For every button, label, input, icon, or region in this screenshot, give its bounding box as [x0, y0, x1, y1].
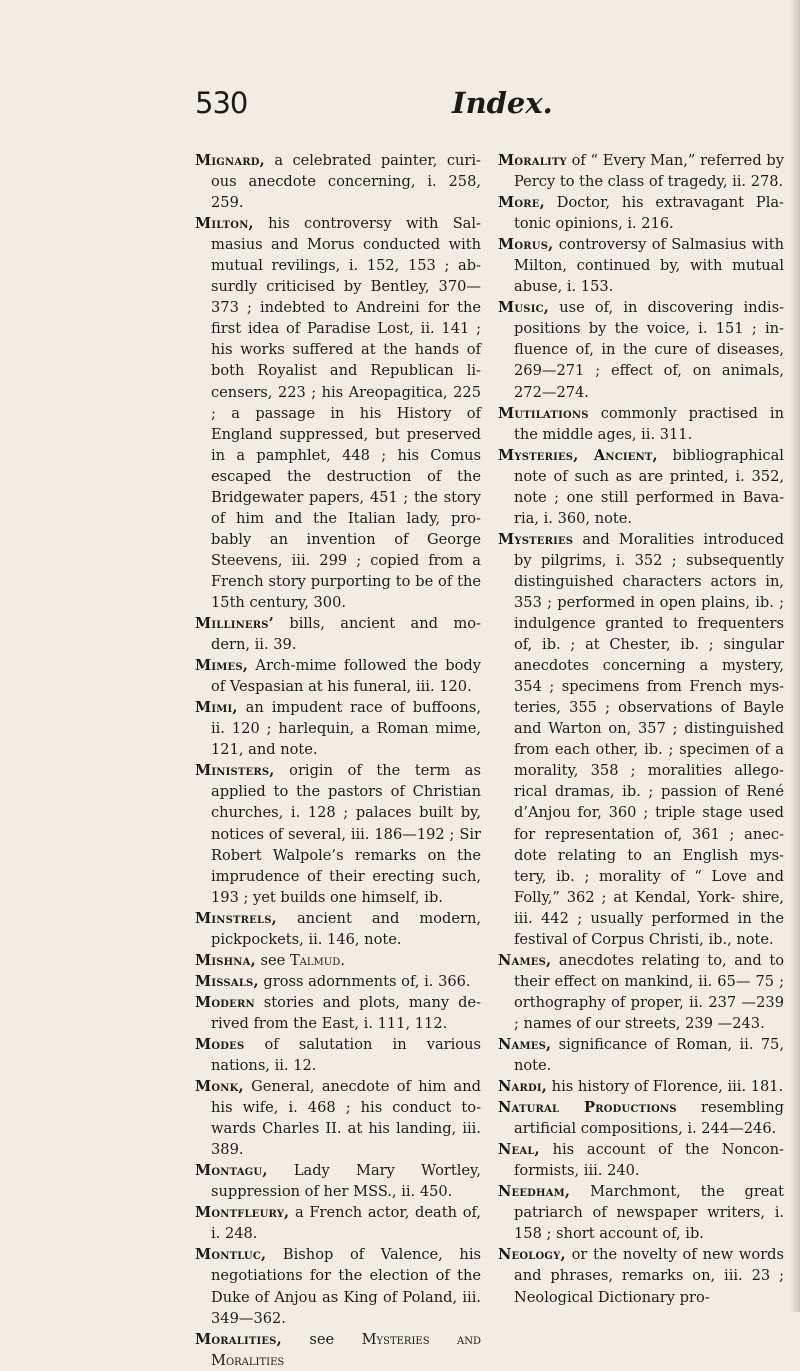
entry-text: and Moralities introduced by pilgrims, i. 352 ; subsequently distinguished characters actors in, 353 ; performed in open plains, ib. ; indulgence granted to frequenters of, ib. ; at Chester, ib. ; singular anecdotes concerning a mystery, 354 ; specimens from French mys- teries, 355 ; observations of Bayle and Warton on, 357 ; distinguished from each other, ib. ; specimen of a morality, 358 ; moralities allego- rical dramas, ib. ; passion of René d’Anjou for, 360 ; triple stage used for representation of, 361 ; anec- dote relating to an English mys- tery, ib. ; morality of “ Love and Folly,” 362 ; at Kendal, York- shire, iii. 442 ; usually performed in the festival of Corpus Christi, ib., note.: [514, 530, 784, 948]
entry-text: bills, ancient and mo- dern, ii. 39.: [211, 615, 481, 654]
entry-text: gross adornments of, i. 366.: [258, 972, 471, 990]
entry-text: a French actor, death of, i. 248.: [211, 1204, 481, 1243]
index-column-left: [195, 150, 481, 1371]
index-entry: [498, 1076, 784, 1097]
index-entry: [195, 908, 481, 950]
index-entry: [195, 1202, 481, 1244]
index-entry: [498, 234, 784, 297]
entry-heading: Mimes,: [195, 657, 249, 675]
index-entry: [195, 213, 481, 613]
index-entry: [498, 1139, 784, 1181]
entry-text: see: [281, 1330, 362, 1348]
index-entry: [498, 150, 784, 192]
cross-reference: Mysteries and Moralities: [211, 1330, 481, 1369]
entry-heading: Missals,: [195, 972, 259, 990]
entry-heading: Nardi,: [498, 1078, 548, 1096]
entry-heading: Mysteries: [498, 530, 574, 548]
entry-heading: Neology,: [498, 1246, 566, 1264]
entry-text: resembling artificial compositions, i. 244—246.: [514, 1099, 784, 1138]
entry-text: stories and plots, many de- rived from the East, i. 111, 112.: [211, 993, 481, 1032]
index-entry: [195, 1244, 481, 1328]
entry-text: origin of the term as applied to the pastors of Christian churches, i. 128 ; palaces built by, notices of several, iii. 186—192 ; Sir Robert Walpole’s remarks on the imprudence of their erecting such, 193 ; yet builds one himself, ib.: [211, 762, 481, 906]
entry-text: see: [255, 951, 290, 969]
index-entry: [195, 1076, 481, 1160]
entry-heading: Montagu,: [195, 1162, 268, 1180]
entry-text: use of, in discovering indis- positions by the voice, i. 151 ; in- fluence of, in the cure of diseases, 269—271 ; effect of, on animals, 272—274.: [514, 299, 784, 401]
page-header: [0, 86, 800, 126]
entry-heading: Mysteries, Ancient,: [498, 446, 658, 464]
entry-heading: Milton,: [195, 215, 254, 233]
entry-heading: Ministers,: [195, 762, 275, 780]
entry-text: significance of Roman, ii. 75, note.: [514, 1035, 784, 1075]
entry-heading: Morus,: [498, 236, 554, 254]
entry-text: General, anecdote of him and his wife, i. 468 ; his conduct to- wards Charles II. at his landing, iii. 389.: [211, 1078, 481, 1159]
entry-text: anecdotes relating to, and to their effect on mankind, ii. 65— 75 ; orthography of proper, ii. 237 —239 ; names of our streets, 239 —243.: [514, 951, 784, 1032]
entry-heading: Needham,: [498, 1183, 571, 1201]
entry-heading: Names,: [498, 951, 552, 969]
index-entry: [498, 1034, 784, 1076]
entry-text: his history of Florence, iii. 181.: [547, 1078, 784, 1096]
entry-heading: Monk,: [195, 1078, 244, 1096]
entry-heading: Modes: [195, 1035, 245, 1053]
entry-text: Arch-mime followed the body of Vespasian at his funeral, iii. 120.: [211, 657, 481, 696]
entry-heading: Mishna,: [195, 951, 256, 969]
entry-heading: Natural Productions: [498, 1099, 677, 1117]
page-title: Index.: [452, 86, 553, 120]
index-entry: [498, 1244, 784, 1307]
index-entry: [195, 613, 481, 655]
page-number: 530: [195, 86, 248, 120]
index-entry: [498, 1097, 784, 1139]
entry-text: ancient and modern, pickpockets, ii. 146, note.: [211, 909, 481, 948]
index-entry: [195, 992, 481, 1034]
index-entry: [498, 192, 784, 234]
entry-text: his controversy with Sal- masius and Morus conducted with mutual revilings, i. 152, 153 ; ab- surdly criticised by Bentley, 370— 373 ; indebted to Andreini for the first idea of Paradise Lost, ii. 141 ; his works suffered at the hands of both Royalist and Republican li- censers, 223 ; his Areopagitica, 225 ; a passage in his History of England suppressed, but preserved in a pamphlet, 448 ; his Comus escaped the destruction of the Bridgewater papers, 451 ; the story of him and the Italian lady, pro- bably an invention of George Steevens, iii. 299 ; copied from a French story purporting to be of the 15th century, 300.: [211, 215, 481, 611]
index-entry: [498, 529, 784, 950]
entry-text: a celebrated painter, curi- ous anecdote concerning, i. 258, 259.: [211, 152, 481, 212]
index-entry: [195, 1160, 481, 1202]
entry-heading: Minstrels,: [195, 909, 277, 927]
entry-text: his account of the Noncon- formists, iii. 240.: [514, 1141, 784, 1180]
index-entry: [195, 1329, 481, 1371]
page-edge-shadow: [790, 0, 800, 1312]
index-entry: [498, 1181, 784, 1244]
entry-heading: Modern: [195, 993, 255, 1011]
entry-heading: Names,: [498, 1035, 552, 1053]
index-entry: [498, 297, 784, 402]
index-column-right: [498, 150, 784, 1308]
index-entry: [498, 403, 784, 445]
index-entry: [195, 655, 481, 697]
entry-heading: Morality: [498, 152, 567, 169]
index-entry: [195, 150, 481, 213]
index-entry: [498, 445, 784, 529]
entry-heading: Neal,: [498, 1141, 540, 1159]
entry-heading: Montfleury,: [195, 1204, 290, 1222]
entry-heading: Montluc,: [195, 1246, 267, 1264]
entry-text: or the novelty of new words and phrases, remarks on, iii. 23 ; Neological Dictionary pro-: [514, 1246, 784, 1306]
entry-text: of “ Every Man,” referred by Percy to the class of tragedy, ii. 278.: [514, 152, 784, 191]
entry-text: bibliographical note of such as are printed, i. 352, note ; one still performed in Bava- ria, i. 360, note.: [514, 446, 784, 527]
entry-heading: More,: [498, 194, 545, 212]
entry-text: Bishop of Valence, his negotiations for the election of the Duke of Anjou as King of Poland, iii. 349—362.: [211, 1246, 481, 1327]
entry-text: Marchmont, the great patriarch of newspaper writers, i. 158 ; short account of, ib.: [514, 1183, 784, 1243]
index-entry: [195, 1034, 481, 1076]
entry-heading: Milliners’: [195, 615, 274, 633]
entry-text: an impudent race of buffoons, ii. 120 ; harlequin, a Roman mime, 121, and note.: [211, 699, 481, 759]
entry-text: controversy of Salmasius with Milton, continued by, with mutual abuse, i. 153.: [514, 236, 784, 296]
entry-heading: Mignard,: [195, 152, 265, 169]
entry-text: Doctor, his extravagant Pla- tonic opinions, i. 216.: [514, 194, 784, 233]
entry-text: Lady Mary Wortley, suppression of her MSS., ii. 450.: [211, 1162, 481, 1201]
entry-heading: Music,: [498, 299, 550, 317]
entry-heading: Mimi,: [195, 699, 238, 717]
entry-text: of salutation in various nations, ii. 12.: [211, 1035, 481, 1075]
index-entry: [498, 950, 784, 1034]
index-entry: [195, 971, 481, 992]
entry-heading: Mutilations: [498, 404, 589, 422]
index-entry: [195, 697, 481, 760]
entry-heading: Moralities,: [195, 1330, 282, 1348]
cross-reference: Talmud.: [289, 951, 345, 969]
index-entry: [195, 760, 481, 907]
entry-text: commonly practised in the middle ages, ii. 311.: [514, 404, 784, 443]
index-entry: [195, 950, 481, 971]
